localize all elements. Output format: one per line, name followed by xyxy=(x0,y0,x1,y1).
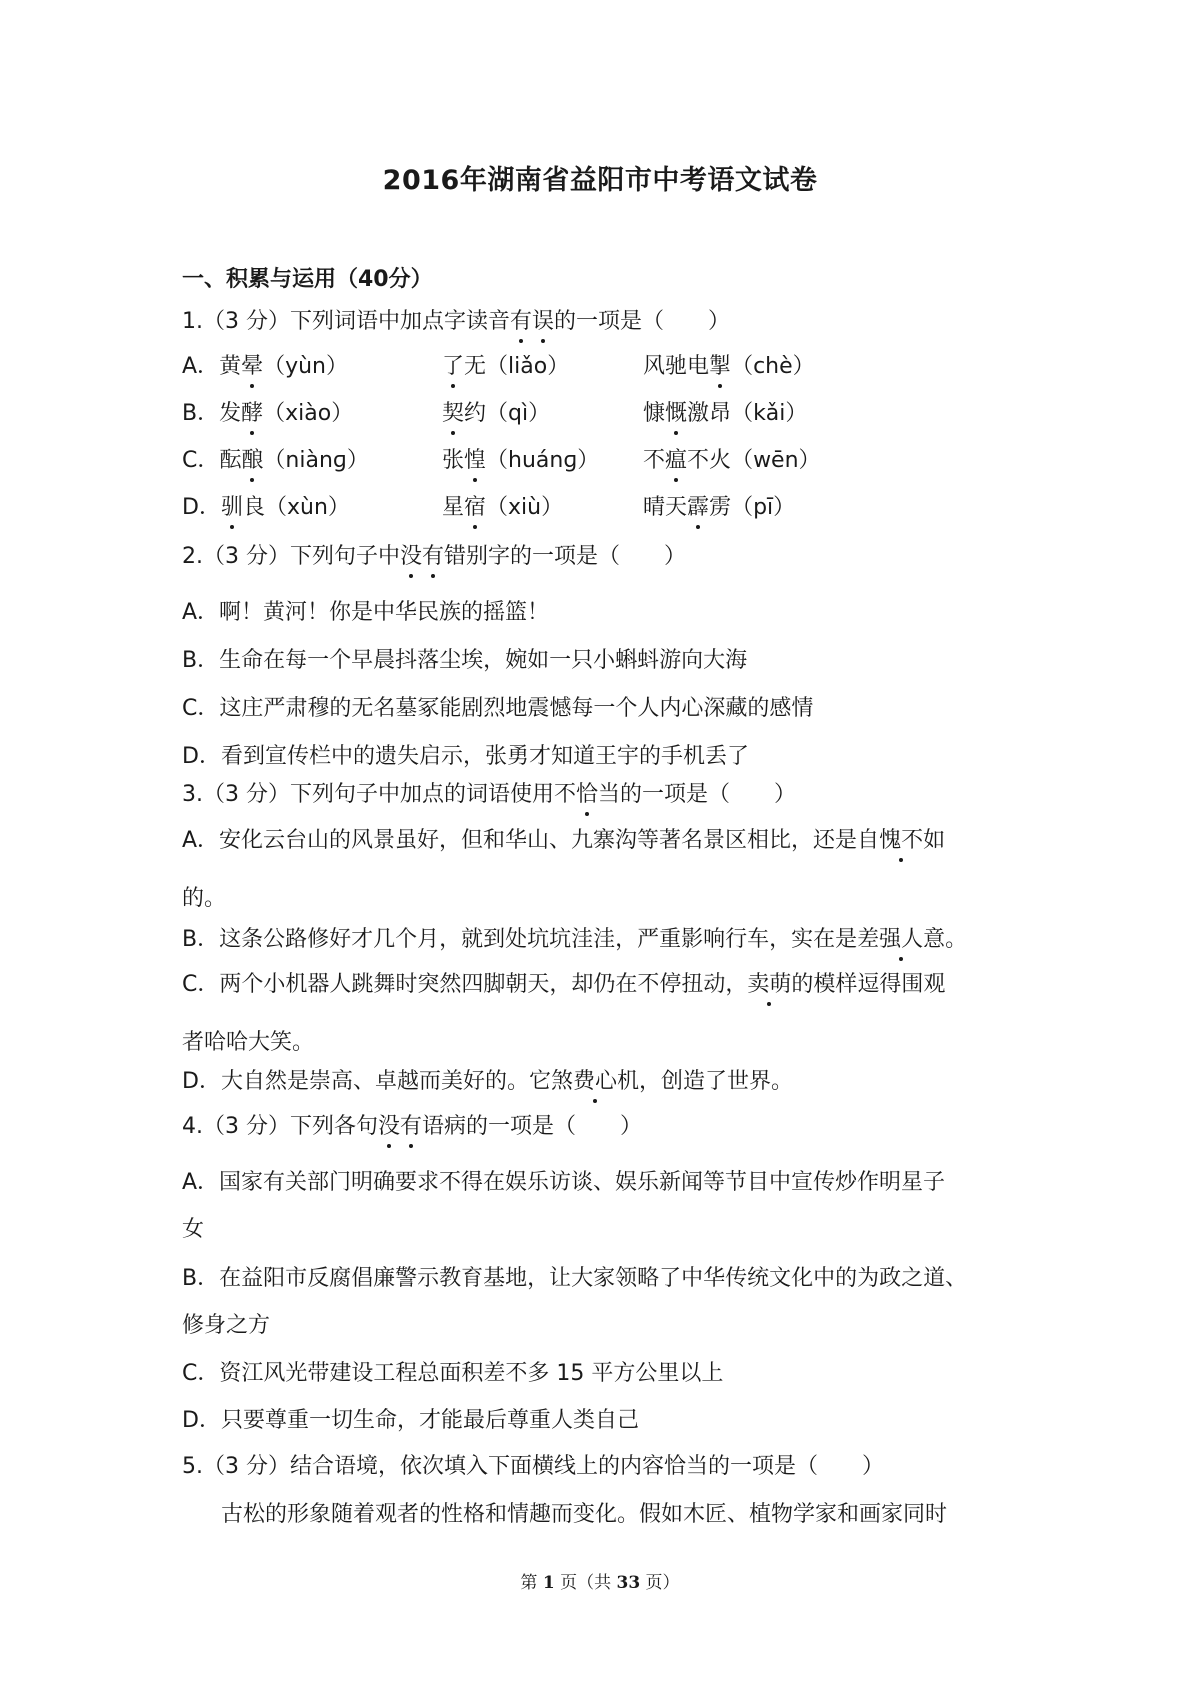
question-4-option-b: B．在益阳市反腐倡廉警示教育基地，让大家领略了中华传统文化中的为政之道、 xyxy=(182,1266,968,1291)
question-1-option-b-item-2: 契约（qì） xyxy=(442,399,550,429)
question-2-option-a: A．啊！黄河！你是中华民族的摇篮！ xyxy=(182,600,550,625)
question-3-option-c-continued: 者哈哈大笑。 xyxy=(182,1030,315,1055)
question-3-stem: 3.（3 分）下列句子中加点的词语使用不恰当的一项是（ ） xyxy=(182,780,796,810)
page-number: 1 xyxy=(542,1573,555,1593)
question-1-option-d-item-3: 晴天霹雳（pī） xyxy=(643,493,795,523)
question-1-option-d-item-2: 星宿（xiù） xyxy=(442,493,563,523)
question-4-option-d: D．只要尊重一切生命，才能最后尊重人类自己 xyxy=(182,1408,639,1433)
question-3-option-c: C．两个小机器人跳舞时突然四脚朝天，却仍在不停扭动，卖萌的模样逗得围观 xyxy=(182,970,945,1000)
question-4-option-b-continued: 修身之方 xyxy=(182,1313,271,1338)
section-heading: 一、积累与运用（40分） xyxy=(182,267,433,292)
question-2-option-c: C．这庄严肃穆的无名墓冢能剧烈地震憾每一个人内心深藏的感情 xyxy=(182,696,814,721)
question-4-option-c: C．资江风光带建设工程总面积差不多 15 平方公里以上 xyxy=(182,1361,724,1386)
page-title: 2016年湖南省益阳市中考语文试卷 xyxy=(382,165,818,196)
question-5-stem: 5.（3 分）结合语境，依次填入下面横线上的内容恰当的一项是（ ） xyxy=(182,1454,884,1479)
question-5-passage: 古松的形象随着观者的性格和情趣而变化。假如木匠、植物学家和画家同时 xyxy=(221,1502,948,1527)
question-1-option-b-item-3: 慷慨激昂（kǎi） xyxy=(643,399,807,429)
question-2-option-d: D．看到宣传栏中的遗失启示，张勇才知道王宇的手机丢了 xyxy=(182,744,749,769)
question-2-option-b: B．生命在每一个早晨抖落尘埃，婉如一只小蝌蚪游向大海 xyxy=(182,648,748,673)
question-2-stem: 2.（3 分）下列句子中没有错别字的一项是（ ） xyxy=(182,542,686,572)
question-1-option-a-item-3: 风驰电掣（chè） xyxy=(643,352,815,382)
question-1-option-c-item-1: C．酝酿（niànɡ） xyxy=(182,446,369,476)
question-4-stem: 4.（3 分）下列各句没有语病的一项是（ ） xyxy=(182,1112,642,1142)
page-total: 33 xyxy=(616,1573,641,1593)
question-1-option-c-item-2: 张惶（huánɡ） xyxy=(442,446,599,476)
question-3-option-a-continued: 的。 xyxy=(182,886,227,911)
question-3-option-b: B．这条公路修好才几个月，就到处坑坑洼洼，严重影响行车，实在是差强人意。 xyxy=(182,925,967,955)
question-1-option-b-item-1: B．发酵（xiào） xyxy=(182,399,353,429)
question-1-option-a-item-2: 了无（liǎo） xyxy=(442,352,569,382)
page-footer: 第 1 页（共 33 页） xyxy=(520,1573,680,1593)
question-4-option-a-continued: 女 xyxy=(182,1217,205,1242)
question-1-option-d-item-1: D．驯良（xùn） xyxy=(182,493,350,523)
question-4-option-a: A．国家有关部门明确要求不得在娱乐访谈、娱乐新闻等节目中宣传炒作明星子 xyxy=(182,1170,946,1195)
question-1-stem: 1.（3 分）下列词语中加点字读音有误的一项是（ ） xyxy=(182,307,730,337)
question-3-option-d: D．大自然是崇高、卓越而美好的。它煞费心机，创造了世界。 xyxy=(182,1067,793,1097)
question-1-option-c-item-3: 不瘟不火（wēn） xyxy=(643,446,821,476)
question-3-option-a: A．安化云台山的风景虽好，但和华山、九寨沟等著名景区相比，还是自愧不如 xyxy=(182,826,945,856)
question-1-option-a-item-1: A．黄晕（yùn） xyxy=(182,352,348,382)
